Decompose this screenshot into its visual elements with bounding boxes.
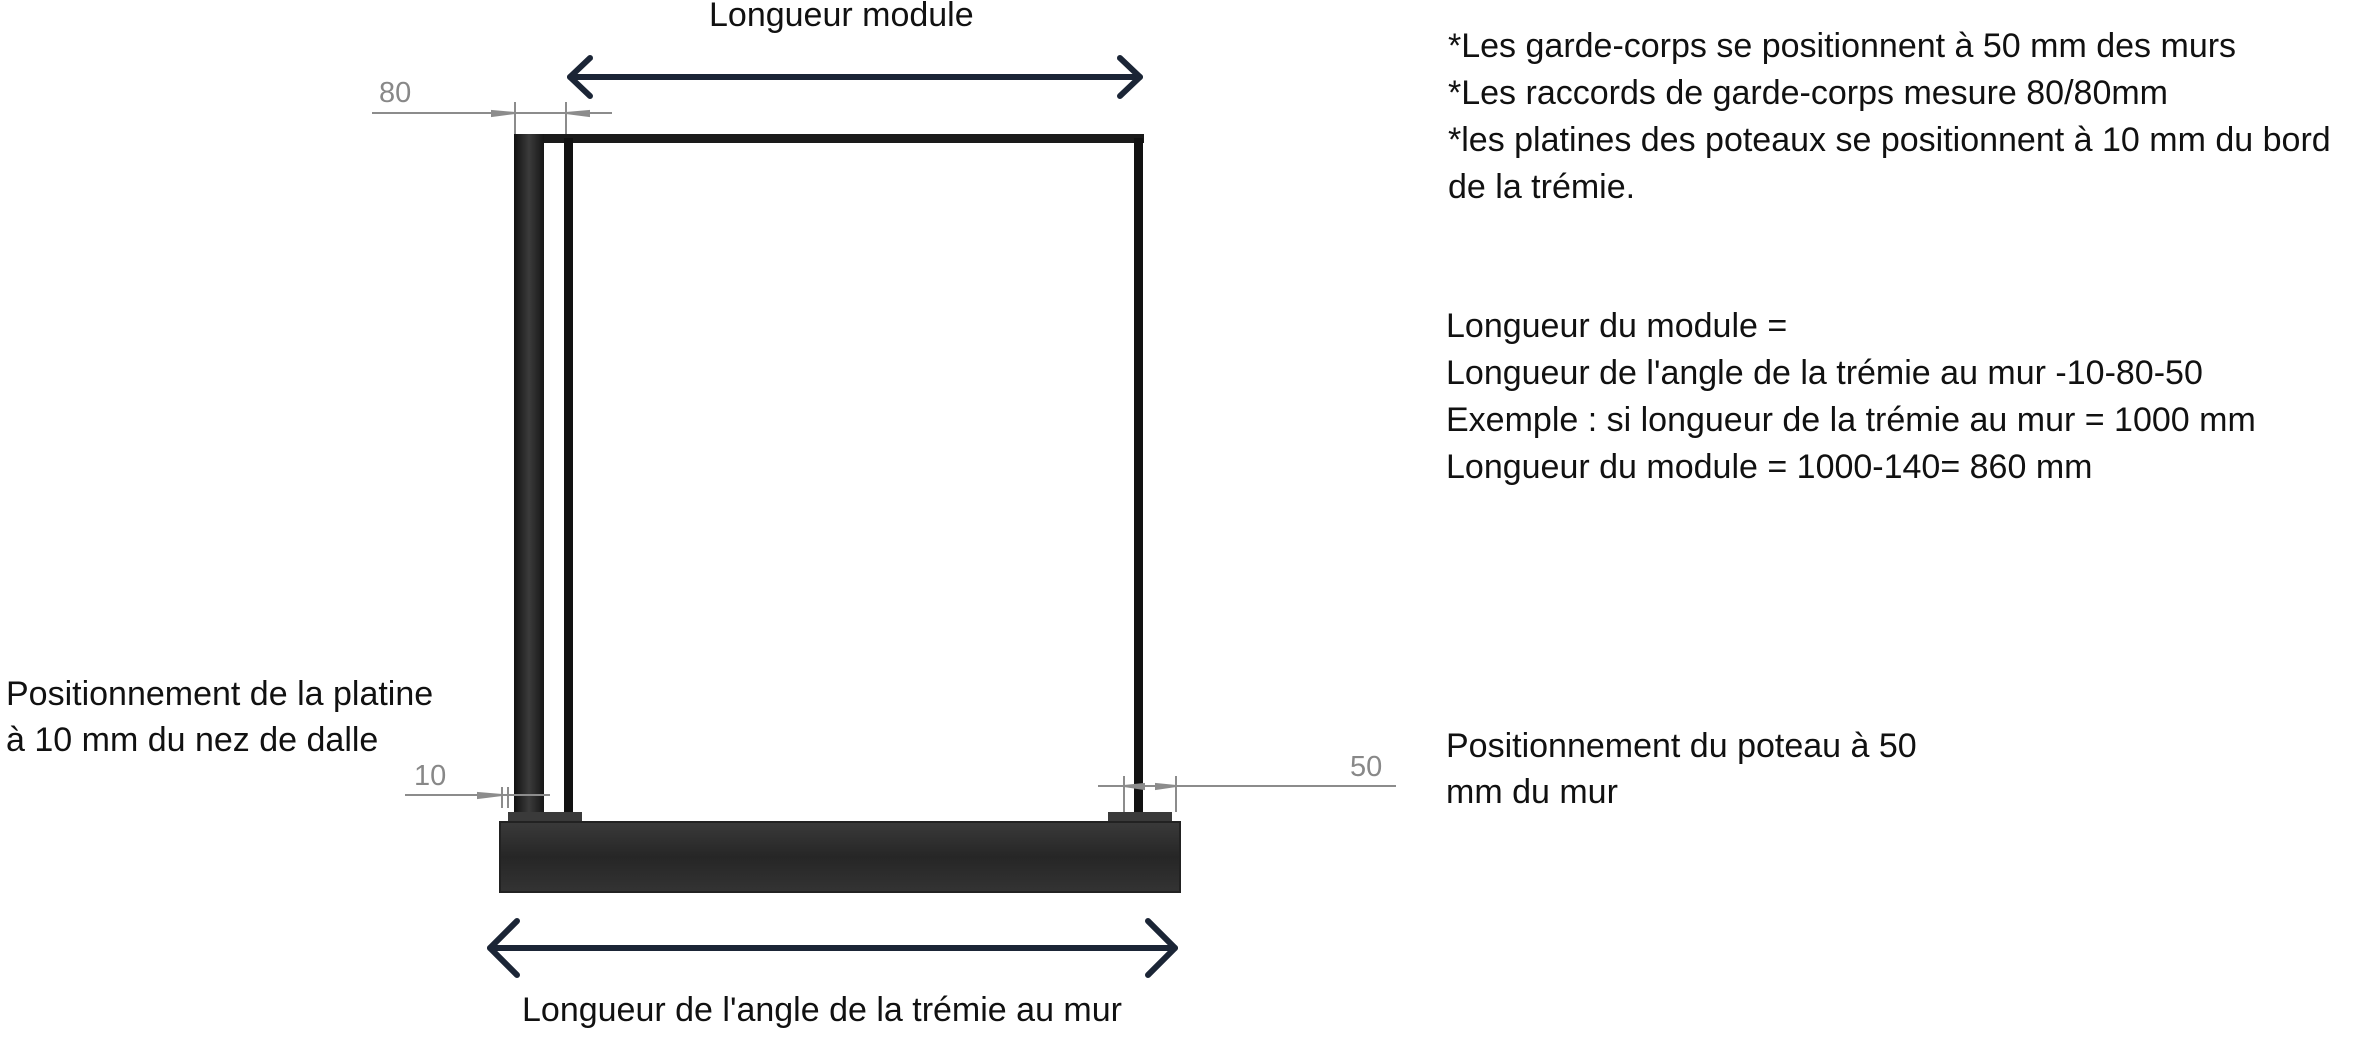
platine-position-label-line-1: Positionnement de la platine bbox=[6, 675, 434, 713]
left-gap-value: 10 bbox=[414, 760, 447, 792]
wall-length-arrow bbox=[490, 921, 1175, 975]
concrete-slab bbox=[500, 822, 1180, 892]
formula-line-1: Longueur du module = bbox=[1446, 307, 1788, 345]
post-position-label-line-1: Positionnement du poteau à 50 bbox=[1446, 727, 1917, 765]
right-gap-value: 50 bbox=[1350, 751, 1383, 783]
left-glass-upright bbox=[564, 138, 573, 818]
module-length-arrow bbox=[570, 58, 1140, 96]
formula-line-4: Longueur du module = 1000-140= 860 mm bbox=[1446, 448, 2093, 486]
module-length-label: Longueur module bbox=[709, 0, 974, 34]
wall-length-label: Longueur de l'angle de la trémie au mur bbox=[522, 991, 1122, 1029]
right-upright bbox=[1134, 138, 1143, 818]
note-line-2: *Les raccords de garde-corps mesure 80/80mm bbox=[1448, 74, 2168, 112]
left-post bbox=[514, 134, 544, 818]
post-position-label-line-2: mm du mur bbox=[1446, 773, 1618, 811]
formula-line-2: Longueur de l'angle de la trémie au mur -10-80-50 bbox=[1446, 354, 2203, 392]
note-line-4: de la trémie. bbox=[1448, 168, 1636, 206]
note-line-3: *les platines des poteaux se positionnent à 10 mm du bord bbox=[1448, 121, 2331, 159]
top-rail bbox=[514, 134, 1144, 143]
note-line-1: *Les garde-corps se positionnent à 50 mm des murs bbox=[1448, 27, 2237, 65]
formula-line-3: Exemple : si longueur de la trémie au mur = 1000 mm bbox=[1446, 401, 2256, 439]
top-gap-value: 80 bbox=[379, 77, 412, 109]
platine-position-label-line-2: à 10 mm du nez de dalle bbox=[6, 721, 379, 759]
